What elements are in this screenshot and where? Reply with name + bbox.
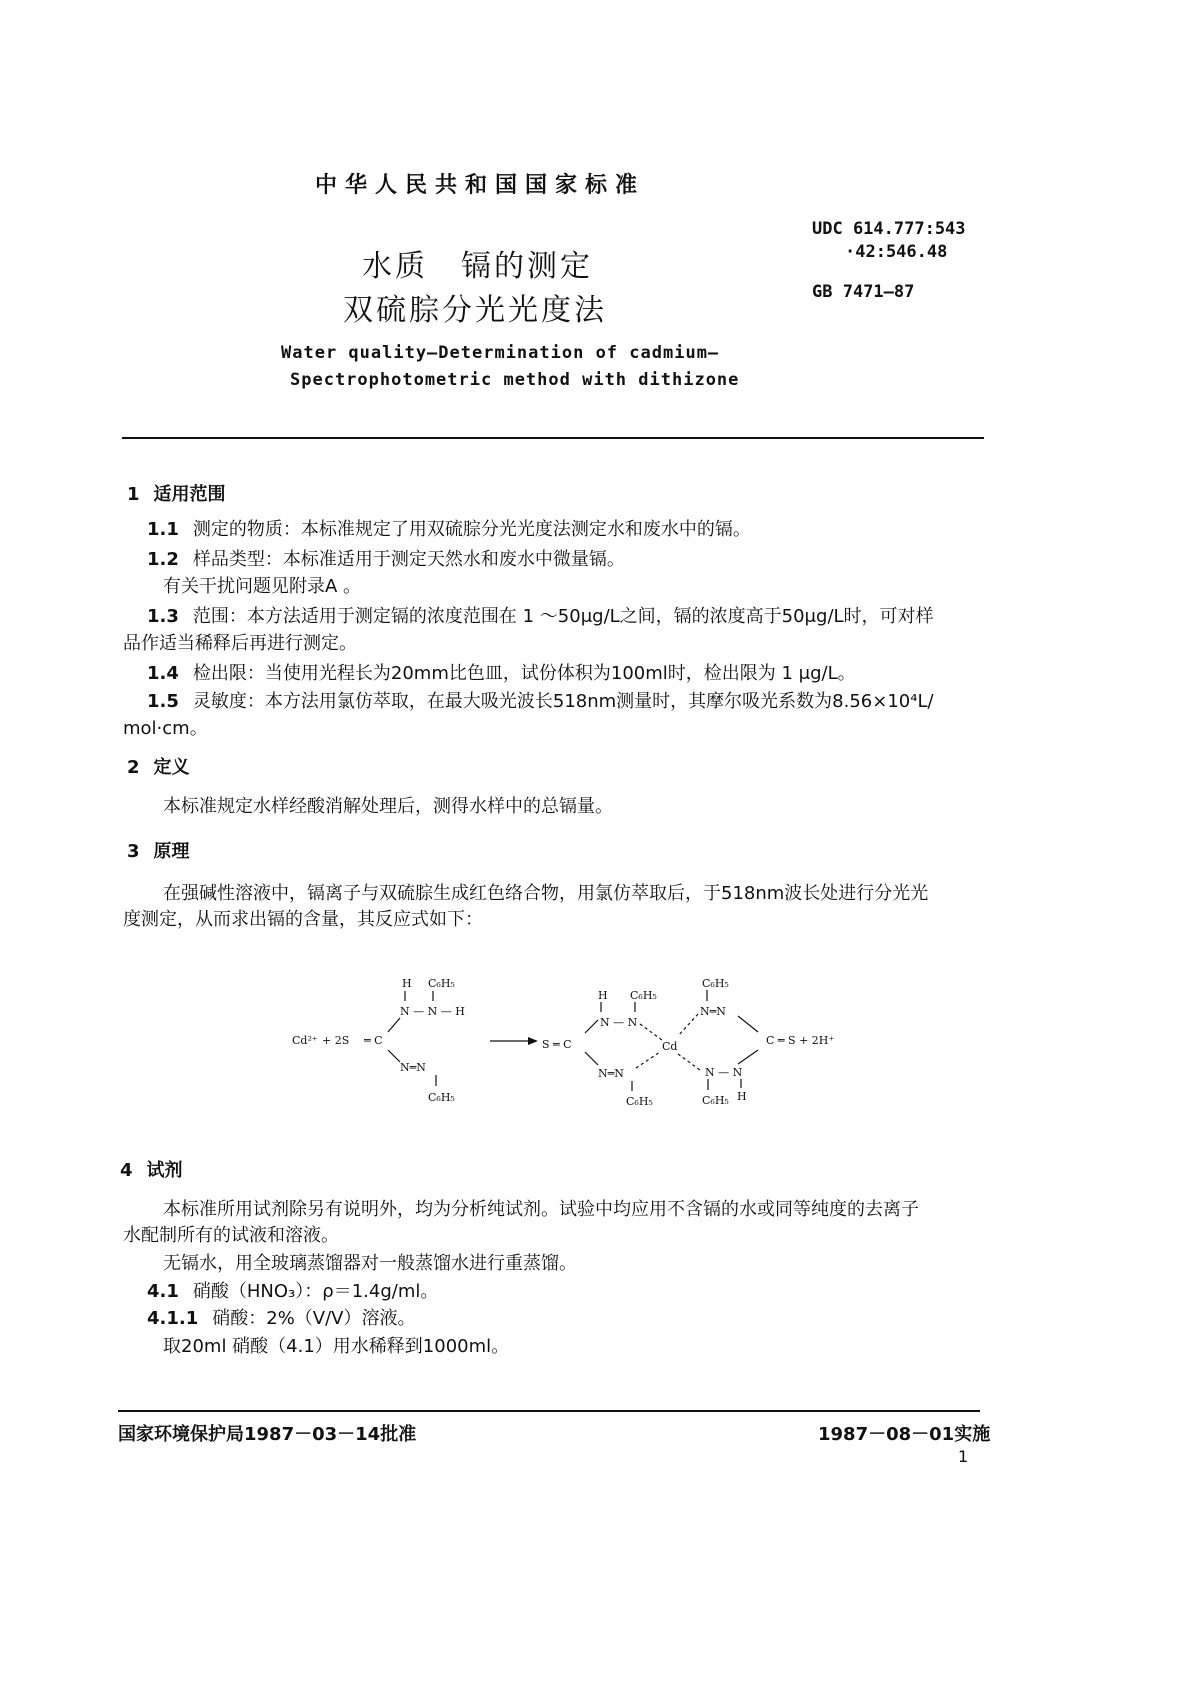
clause-1-4 bbox=[147, 661, 856, 687]
label-cd: Cd bbox=[662, 1040, 678, 1053]
section-number: 1 bbox=[127, 484, 140, 505]
label-h: H bbox=[598, 989, 608, 1002]
clause-number: 1.1 bbox=[147, 519, 179, 540]
coordination-bond bbox=[640, 1024, 662, 1040]
label-c-eq-s: C ═ S + 2H⁺ bbox=[766, 1034, 835, 1047]
title-zh-line2: 双硫腙分光光度法 bbox=[343, 293, 607, 328]
clause-1-3-continued: 品作适当稀释后再进行测定。 bbox=[123, 633, 357, 654]
bond bbox=[585, 1020, 598, 1033]
clause-number: 4.1.1 bbox=[147, 1308, 199, 1329]
label-n-n: N — N bbox=[705, 1066, 743, 1079]
section-4-heading bbox=[120, 1156, 183, 1182]
label-cd-ion: Cd²⁺ bbox=[292, 1034, 318, 1047]
section-number: 3 bbox=[127, 841, 140, 862]
section-2-text: 本标准规定水样经酸消解处理后，测得水样中的总镉量。 bbox=[163, 796, 613, 817]
title-en-line2: Spectrophotometric method with dithizone bbox=[290, 370, 740, 390]
clause-number: 4.1 bbox=[147, 1281, 179, 1302]
bond bbox=[388, 1050, 400, 1062]
coordination-bond bbox=[678, 1054, 700, 1070]
label-n-eq-n: N═N bbox=[598, 1067, 624, 1080]
clause-text: 硝酸（HNO₃）：ρ＝1.4g/ml。 bbox=[192, 1281, 439, 1302]
clause-1-2 bbox=[147, 547, 625, 573]
label-n-eq-n: N═N bbox=[700, 1005, 726, 1018]
clause-number: 1.4 bbox=[147, 663, 179, 684]
section-title: 原理 bbox=[153, 841, 190, 862]
clause-text: 检出限：当使用光程长为20mm比色皿，试份体积为100ml时，检出限为 1 μg/L。 bbox=[192, 663, 856, 684]
udc-code-line1: UDC 614.777:543 bbox=[812, 219, 966, 239]
title-zh-line1: 水质 镉的测定 bbox=[362, 249, 593, 284]
label-n-n-h: N — N — H bbox=[400, 1005, 465, 1018]
label-c6h5: C₆H₅ bbox=[428, 977, 455, 990]
section-1-heading bbox=[127, 480, 226, 506]
label-s-eq-c: S ═ C bbox=[542, 1038, 572, 1051]
clause-text: 范围：本方法适用于测定镉的浓度范围在 1 ～50μg/L之间，镉的浓度高于50μg/L时，可对样 bbox=[192, 606, 934, 627]
section-title: 试剂 bbox=[146, 1160, 183, 1181]
section-4-text-1: 本标准所用试剂除另有说明外，均为分析纯试剂。试验中均应用不含镉的水或同等纯度的去离子 bbox=[163, 1199, 919, 1220]
country-standard-heading: 中华人民共和国国家标准 bbox=[315, 173, 646, 198]
section-number: 2 bbox=[127, 757, 140, 778]
section-3-text-2: 度测定，从而求出镉的含量，其反应式如下： bbox=[123, 909, 483, 930]
label-n-eq-n: N═N bbox=[400, 1061, 426, 1074]
approval-date: 国家环境保护局1987－03－14批准 bbox=[118, 1424, 417, 1445]
page-number: 1 bbox=[958, 1447, 969, 1466]
section-4-text-3: 无镉水，用全玻璃蒸馏器对一般蒸馏水进行重蒸馏。 bbox=[163, 1253, 577, 1274]
clause-number: 1.5 bbox=[147, 691, 179, 712]
clause-text: 硝酸：2%（V/V）溶液。 bbox=[212, 1308, 416, 1329]
reaction-equation-diagram bbox=[280, 970, 880, 1120]
section-3-heading bbox=[127, 837, 190, 863]
section-title: 适用范围 bbox=[153, 484, 226, 505]
label-h: H bbox=[737, 1090, 747, 1103]
section-2-heading bbox=[127, 753, 190, 779]
clause-4-1-1 bbox=[147, 1306, 416, 1332]
label-c6h5: C₆H₅ bbox=[428, 1091, 455, 1104]
clause-1-3 bbox=[147, 604, 934, 630]
clause-text: 灵敏度：本方法用氯仿萃取，在最大吸光波长518nm测量时，其摩尔吸光系数为8.56×10⁴L/ bbox=[192, 691, 934, 712]
bond bbox=[738, 1016, 758, 1032]
clause-number: 1.3 bbox=[147, 606, 179, 627]
clause-4-1-1-note: 取20ml 硝酸（4.1）用水稀释到1000ml。 bbox=[163, 1336, 510, 1357]
label-eq-c: ═ C bbox=[364, 1034, 383, 1047]
label-c6h5: C₆H₅ bbox=[702, 1094, 729, 1107]
clause-text: 样品类型：本标准适用于测定天然水和废水中微量镉。 bbox=[192, 549, 625, 570]
coordination-bond bbox=[636, 1052, 660, 1068]
bond bbox=[585, 1052, 598, 1065]
coordination-bond bbox=[678, 1014, 698, 1036]
section-3-text-1: 在强碱性溶液中，镉离子与双硫腙生成红色络合物，用氯仿萃取后，于518nm波长处进行分光光 bbox=[163, 883, 929, 904]
section-title: 定义 bbox=[153, 757, 190, 778]
reaction-arrow-head bbox=[528, 1037, 538, 1045]
section-4-text-2: 水配制所有的试液和溶液。 bbox=[123, 1225, 339, 1246]
label-h: H bbox=[402, 977, 412, 990]
clause-number: 1.2 bbox=[147, 549, 179, 570]
bond bbox=[738, 1050, 758, 1064]
label-n-n: N — N bbox=[600, 1016, 638, 1029]
clause-text: 测定的物质：本标准规定了用双硫腙分光光度法测定水和废水中的镉。 bbox=[192, 519, 751, 540]
clause-1-1 bbox=[147, 517, 751, 543]
clause-1-5 bbox=[147, 689, 934, 715]
udc-code-line2: ·42:546.48 bbox=[845, 242, 948, 262]
label-c6h5: C₆H₅ bbox=[630, 989, 657, 1002]
effective-date: 1987－08－01实施 bbox=[818, 1424, 991, 1445]
gb-code: GB 7471—87 bbox=[812, 282, 915, 302]
label-plus-2s: + 2S bbox=[322, 1034, 350, 1047]
footer-rule bbox=[118, 1410, 980, 1412]
clause-4-1 bbox=[147, 1279, 438, 1305]
section-number: 4 bbox=[120, 1160, 133, 1181]
label-c6h5: C₆H₅ bbox=[626, 1095, 653, 1108]
clause-1-5-continued: mol·cm。 bbox=[123, 718, 208, 739]
bond bbox=[388, 1018, 400, 1032]
label-c6h5: C₆H₅ bbox=[702, 977, 729, 990]
header-rule bbox=[122, 437, 984, 439]
title-en-line1: Water quality—Determination of cadmium— bbox=[281, 343, 720, 363]
clause-1-2-note: 有关干扰问题见附录A 。 bbox=[163, 576, 362, 597]
